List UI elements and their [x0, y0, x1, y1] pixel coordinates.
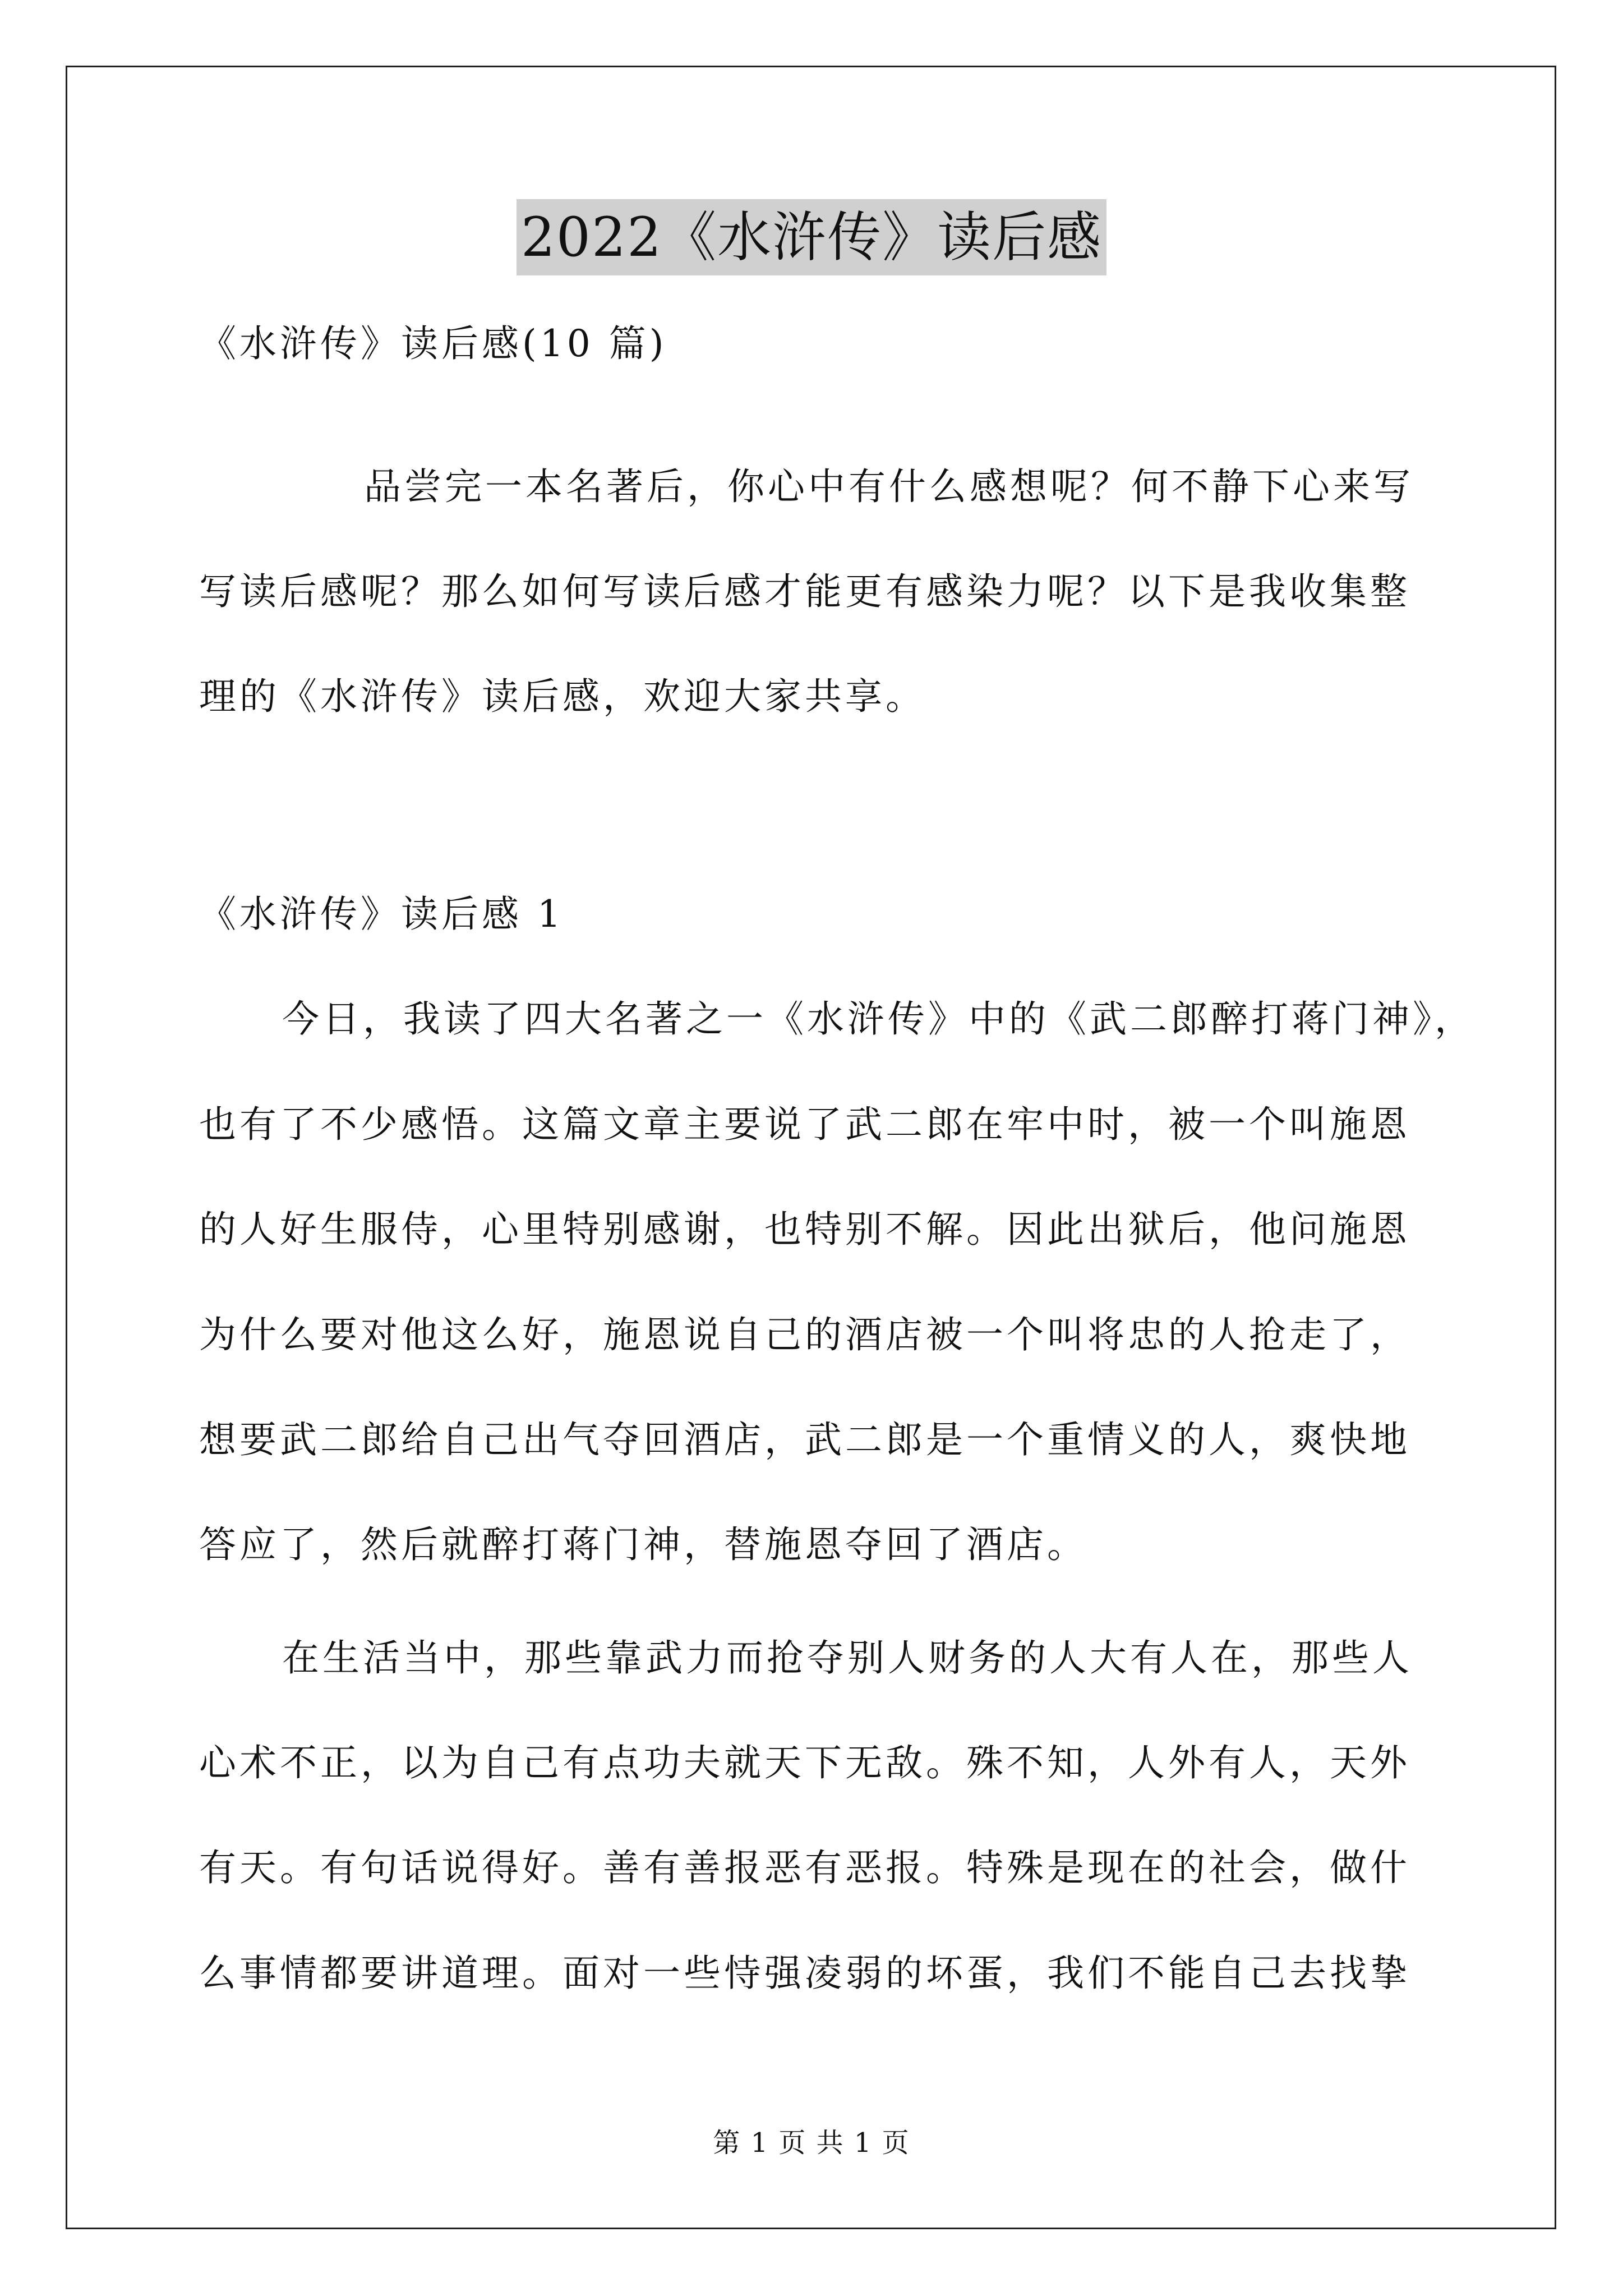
intro-line-2: 写读后感呢？那么如何写读后感才能更有感染力呢？以下是我收集整: [199, 570, 1410, 613]
body-line-5: 想要武二郎给自己出气夺回酒店，武二郎是一个重情义的人，爽快地: [199, 1418, 1410, 1461]
page-footer: 第 1 页 共 1 页: [713, 2127, 910, 2159]
document-title: 2022《水浒传》读后感: [517, 199, 1106, 275]
body-line-8: 心术不正，以为自己有点功夫就天下无敌。殊不知，人外有人，天外: [199, 1741, 1410, 1784]
subtitle-line: 《水浒传》读后感(10 篇): [199, 322, 667, 365]
body-line-10: 么事情都要讲道理。面对一些恃强凌弱的坏蛋，我们不能自己去找挚: [199, 1952, 1410, 1995]
body-line-3: 的人好生服侍，心里特别感谢，也特别不解。因此出狱后，他问施恩: [199, 1208, 1410, 1251]
title-container: [0, 199, 1623, 275]
body-line-4: 为什么要对他这么好，施恩说自己的酒店被一个叫将忠的人抢走了，: [199, 1313, 1410, 1356]
page-border: [66, 66, 1556, 2229]
body-line-7: 在生活当中，那些靠武力而抢夺别人财务的人大有人在，那些人: [282, 1636, 1413, 1680]
intro-line-3: 理的《水浒传》读后感，欢迎大家共享。: [199, 675, 926, 718]
body-line-2: 也有了不少感悟。这篇文章主要说了武二郎在牢中时，被一个叫施恩: [199, 1103, 1410, 1146]
body-line-6: 答应了，然后就醉打蒋门神，替施恩夺回了酒店。: [199, 1523, 1087, 1566]
section-heading-1: 《水浒传》读后感 1: [199, 892, 564, 936]
body-line-1: 今日，我读了四大名著之一《水浒传》中的《武二郎醉打蒋门神》，: [282, 997, 1475, 1041]
body-line-9: 有天。有句话说得好。善有善报恶有恶报。特殊是现在的社会，做什: [199, 1846, 1410, 1889]
intro-line-1: 品尝完一本名著后，你心中有什么感想呢？何不静下心来写: [364, 465, 1414, 508]
